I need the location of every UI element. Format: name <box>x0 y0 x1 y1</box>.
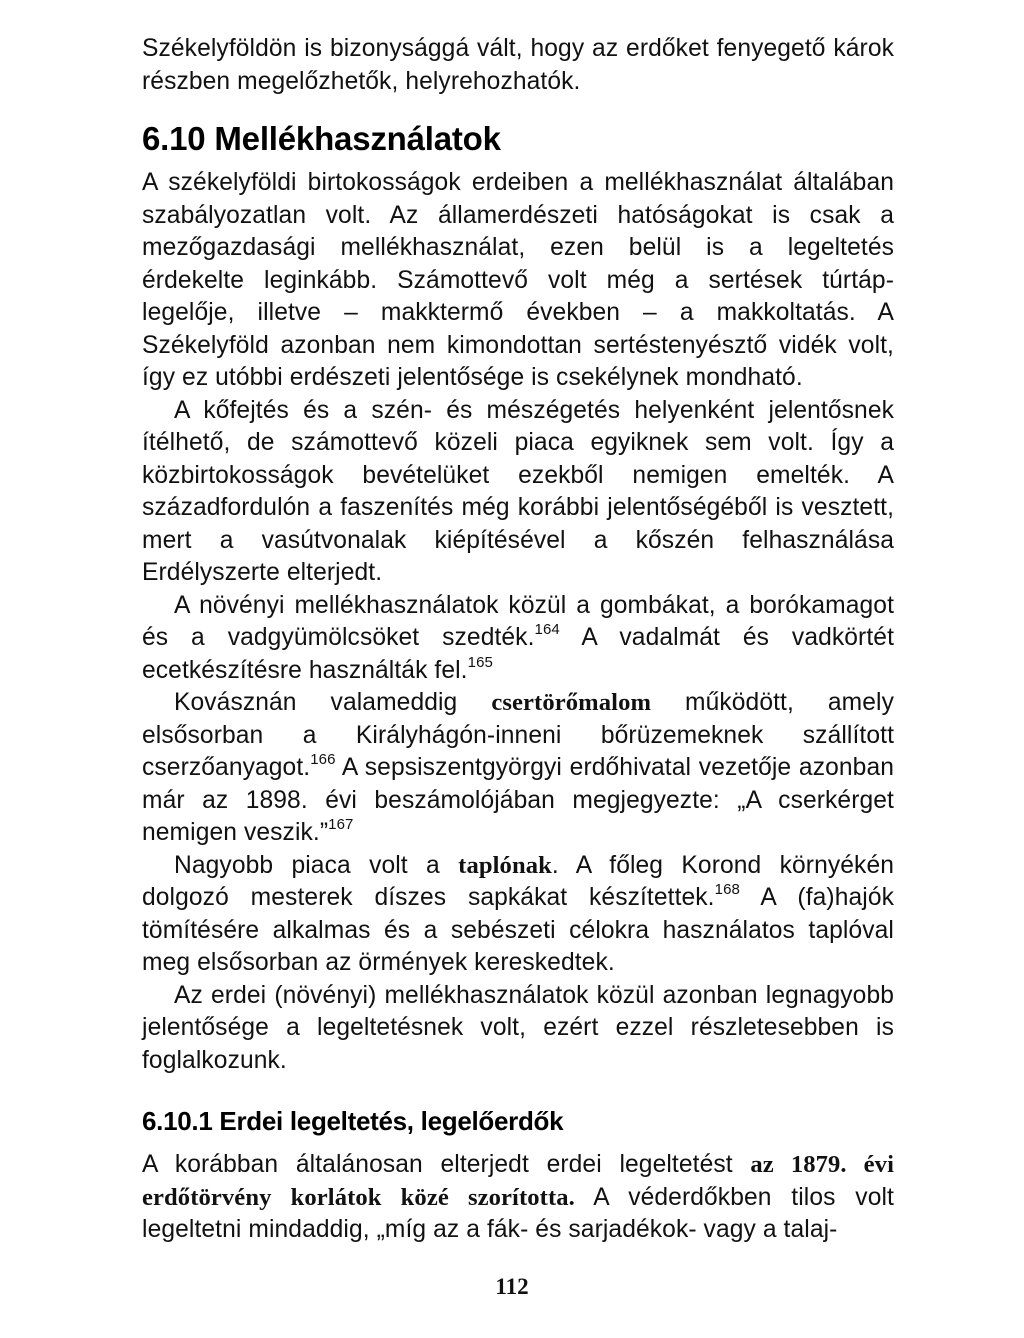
page-number: 112 <box>495 1274 529 1299</box>
footnote-ref-165[interactable]: 165 <box>467 653 493 671</box>
footnote-ref-164[interactable]: 164 <box>534 621 560 638</box>
paragraph-csertoromalom <box>142 687 894 850</box>
paragraph-text: működött, amely elsősorban a Királyhágón-inneni bőrüzemeknek szállított cserzőanyagot. <box>142 689 894 781</box>
paragraph-text: Kovásznán valameddig <box>174 689 492 716</box>
bold-term-csertoromalom: csertörőmalom <box>491 689 652 716</box>
paragraph-kofejtes <box>142 395 894 590</box>
paragraph-text: A vadalmát és vadkörtét ecetkészítésre használták fel. <box>142 624 894 684</box>
intro-paragraph <box>142 33 894 98</box>
paragraph-text: A székelyföldi birtokosságok erdeiben a mellékhasználat általában szabályozatlan volt. Az államerdészeti hatóságokat is csak a mezőgazdasági mellékhasználat, ezen belül is a legeltetés érdekelte leginkább. Számottevő volt még a sertések túrtáp-legelője, illetve – makktermő években – a makkoltatás. A Székelyföld azonban nem kimondottan sertéstenyésztő vidék volt, így ez utóbbi erdészeti jelentősége is csekélynek mondható. <box>142 169 894 391</box>
paragraph-novenyi <box>142 590 894 688</box>
paragraph-text: Az erdei (növényi) mellékhasználatok közül azonban legnagyobb jelentősége a legeltetésnek volt, ezért ezzel részletesebben is foglalkozunk. <box>142 981 894 1074</box>
footnote-ref-168[interactable]: 168 <box>714 881 740 898</box>
paragraph-text: . A főleg Korond környékén dolgozó mesterek díszes sapkákat készítettek. <box>142 851 894 911</box>
paragraph-text: A korábban általánosan elterjedt erdei legeltetést <box>142 1151 751 1178</box>
bold-phrase-erdotorveny: az 1879. évi erdőtörvény korlátok közé szorította. <box>142 1151 895 1211</box>
paragraph-mellekhasznalat <box>142 167 894 395</box>
paragraph-erdotorveny <box>142 1149 894 1247</box>
subsection-heading: 6.10.1 Erdei legeltetés, legelőerdők <box>142 1106 564 1136</box>
paragraph-text: A sepsiszentgyörgyi erdőhivatal vezetője azonban már az 1898. évi beszámolójában megjegyezte: „A cserkérget nemigen veszik.” <box>142 754 894 846</box>
paragraph-text: A véderdőkben tilos volt legeltetni mindaddig, „míg az a fák- és sarjadékok- vagy a talaj- <box>142 1183 894 1243</box>
paragraph-text: A (fa)hajók tömítésére alkalmas és a sebészeti célokra használatos taplóval meg elsősorban az örmények kereskedtek. <box>142 884 894 976</box>
paragraph <box>142 33 894 98</box>
footnote-ref-167[interactable]: 167 <box>328 816 354 833</box>
footnote-ref-166[interactable]: 166 <box>310 751 336 768</box>
paragraph-text: Székelyföldön is bizonysággá vált, hogy az erdőket fenyegető károk részben megelőzhetők, helyrehozhatók. <box>142 35 894 95</box>
paragraph-legeltetes <box>142 980 894 1078</box>
section-heading: 6.10 Mellékhasználatok <box>142 120 501 157</box>
paragraph-text: A kőfejtés és a szén- és mészégetés helyenként jelentősnek ítélhető, de számottevő közeli piaca egyiknek sem volt. Így a közbirtokosságok bevételüket ezekből nemigen emelték. A századfordulón a faszenítés még korábbi jelentőségéből is vesztett, mert a vasútvonalak kiépítésével a kőszén felhasználása Erdélyszerte elterjedt. <box>142 396 894 586</box>
paragraph-text: Nagyobb piaca volt a <box>174 851 459 879</box>
bold-term-taplo: taplónak <box>458 851 552 879</box>
paragraph-taplo <box>142 850 894 980</box>
section-body <box>142 167 894 1077</box>
subsection-body <box>142 1149 894 1247</box>
paragraph-text: A növényi mellékhasználatok közül a gombákat, a borókamagot és a vadgyümölcsöket szedték. <box>142 591 894 651</box>
